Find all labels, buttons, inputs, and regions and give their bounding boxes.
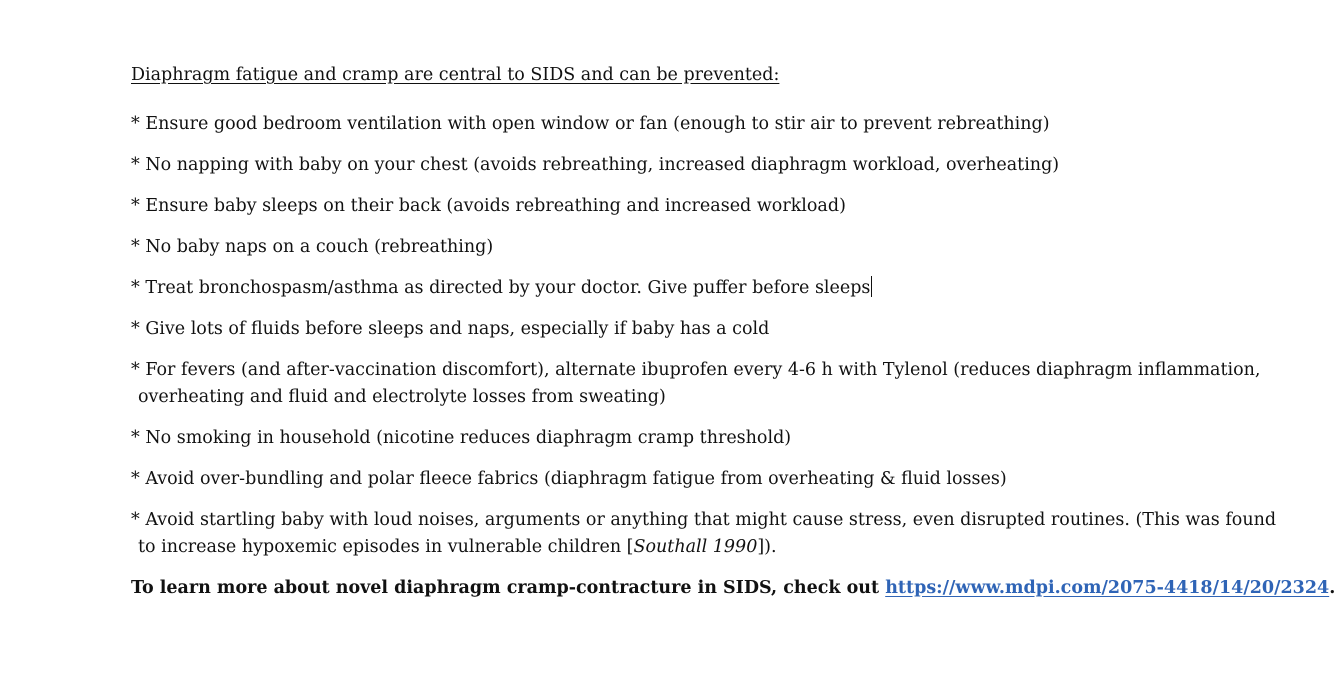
text-cursor (871, 276, 872, 297)
list-item-text: * No baby naps on a couch (rebreathing) (131, 237, 494, 257)
list-item-text: * Treat bronchospasm/asthma as directed by your doctor. Give puffer before sleeps (131, 278, 871, 298)
list-item-fevers (131, 357, 1261, 411)
mdpi-article-link[interactable]: https://www.mdpi.com/2075-4418/14/20/2324 (885, 578, 1330, 598)
list-item-ventilation (131, 111, 1111, 138)
list-item-back-sleeping (131, 193, 1111, 220)
continuation-end: ]). (757, 537, 777, 557)
list-item-no-smoking (131, 425, 1111, 452)
footer-text: To learn more about novel diaphragm cramp-contracture in SIDS, check out (131, 578, 886, 598)
list-item-asthma (131, 275, 1111, 302)
list-item-text: * Ensure baby sleeps on their back (avoids rebreathing and increased workload) (131, 196, 846, 216)
list-item-over-bundling (131, 466, 1111, 493)
list-item-continuation: overheating and fluid and electrolyte losses from sweating) (138, 387, 666, 407)
footer-note (131, 575, 1335, 602)
list-item-text: * For fevers (and after-vaccination discomfort), alternate ibuprofen every 4-6 h with Tylenol (reduces diaphragm inflammation, (131, 360, 1261, 380)
list-item-startling (131, 507, 1277, 561)
continuation-text: to increase hypoxemic episodes in vulnerable children [ (138, 537, 634, 557)
list-item-continuation (131, 534, 1111, 561)
list-item-fluids (131, 316, 1111, 343)
list-item-text: * Ensure good bedroom ventilation with open window or fan (enough to stir air to prevent rebreathing) (131, 114, 1050, 134)
list-item-text: * Give lots of fluids before sleeps and naps, especially if baby has a cold (131, 319, 770, 339)
document-page (131, 62, 1335, 620)
document-heading: Diaphragm fatigue and cramp are central to SIDS and can be prevented: (131, 65, 780, 85)
citation: Southall 1990 (633, 537, 758, 557)
footer-period: . (1329, 578, 1335, 598)
list-item-no-chest-napping (131, 152, 1111, 179)
list-item-no-couch-naps (131, 234, 1111, 261)
list-item-text: * Avoid over-bundling and polar fleece fabrics (diaphragm fatigue from overheating & fluid losses) (131, 469, 1007, 489)
list-item-text: * Avoid startling baby with loud noises, arguments or anything that might cause stress, even disrupted routines. (This was found (131, 510, 1277, 530)
list-item-text: * No smoking in household (nicotine reduces diaphragm cramp threshold) (131, 428, 792, 448)
list-item-text: * No napping with baby on your chest (avoids rebreathing, increased diaphragm workload, overheating) (131, 155, 1060, 175)
